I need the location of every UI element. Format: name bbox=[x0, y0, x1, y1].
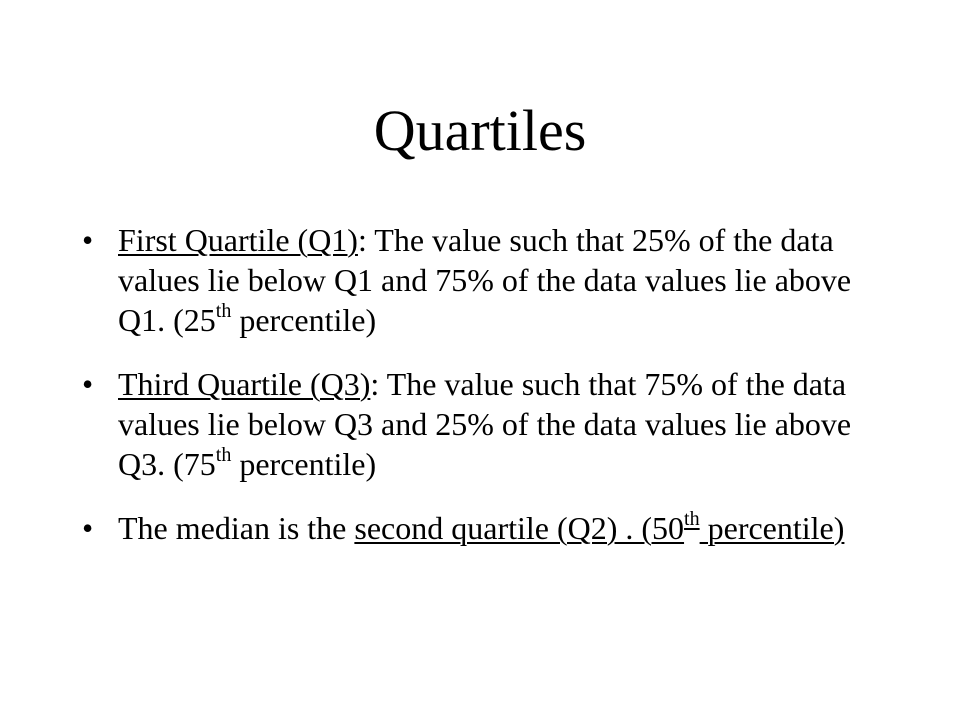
median-lead-text: The median is the bbox=[118, 510, 355, 546]
bullet-median bbox=[72, 508, 872, 548]
term-third-quartile: Third Quartile (Q3) bbox=[118, 366, 371, 402]
percentile-label: percentile) bbox=[231, 446, 377, 482]
definition-first-quartile: : The value such that 25% of the data values lie below Q1 and 75% of the data values lie above Q1. (25 bbox=[118, 222, 852, 338]
percentile-label: percentile) bbox=[699, 510, 845, 546]
bullet-list bbox=[72, 220, 872, 572]
bullet-third-quartile bbox=[72, 364, 872, 484]
percentile-label: percentile) bbox=[231, 302, 377, 338]
term-first-quartile: First Quartile (Q1) bbox=[118, 222, 358, 258]
bullet-first-quartile bbox=[72, 220, 872, 340]
slide-title: Quartiles bbox=[373, 98, 587, 163]
term-second-quartile: second quartile (Q2) . (50 bbox=[354, 510, 685, 546]
bullet-marker: • bbox=[82, 366, 94, 402]
ordinal-suffix: th bbox=[215, 300, 232, 323]
ordinal-suffix: th bbox=[215, 444, 232, 467]
ordinal-suffix: th bbox=[684, 508, 700, 531]
definition-third-quartile: : The value such that 75% of the data values lie below Q3 and 25% of the data values lie above Q3. (75 bbox=[118, 366, 852, 482]
bullet-marker: • bbox=[82, 222, 94, 258]
bullet-marker: • bbox=[82, 510, 94, 546]
